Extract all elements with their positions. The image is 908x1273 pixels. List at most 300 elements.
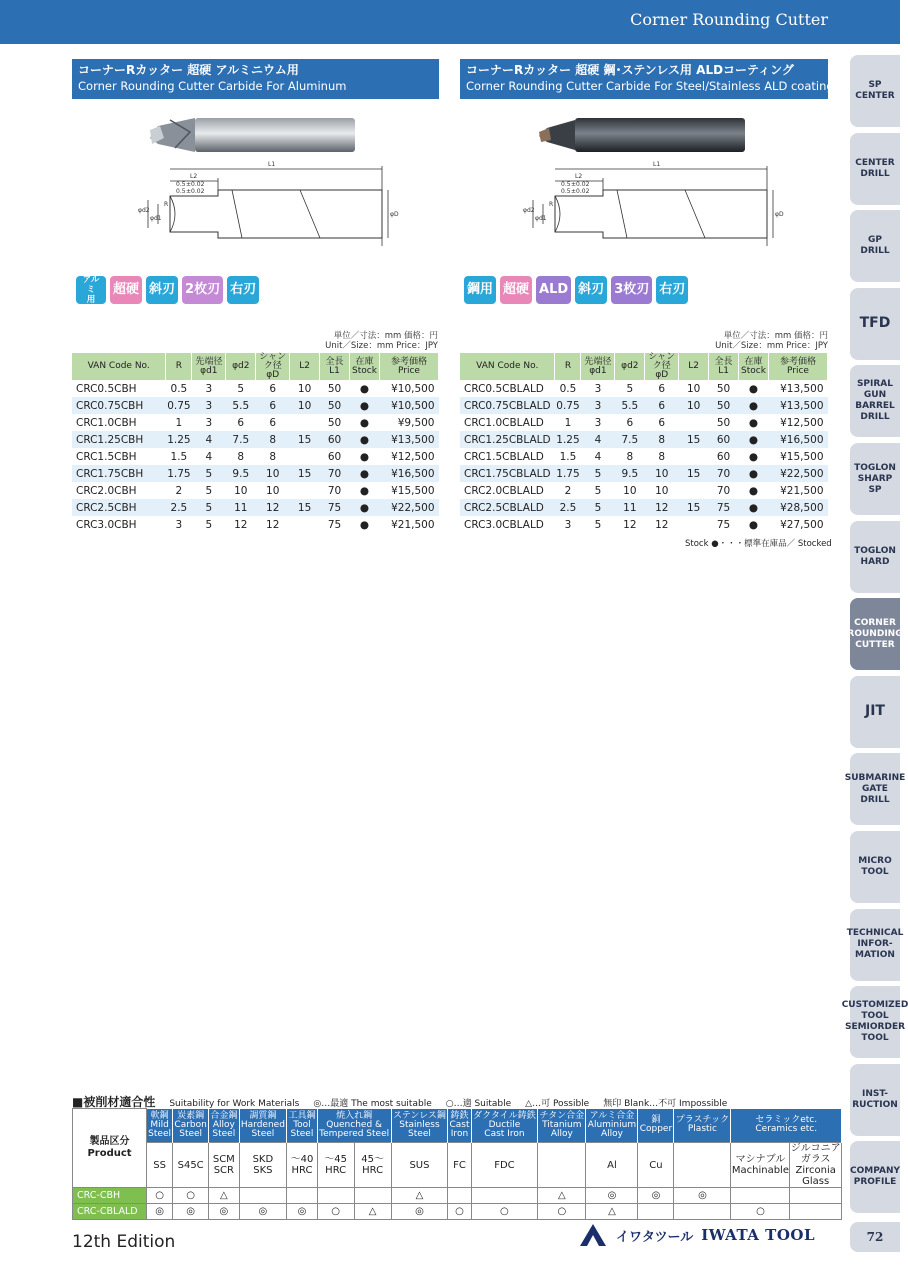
van-code: CRC1.0CBLALD <box>464 416 544 429</box>
van-code: CRC1.25CBLALD <box>460 431 555 448</box>
material-category: チタン合金 Titanium Alloy <box>538 1109 586 1143</box>
spec-cell: 6 <box>658 416 666 429</box>
feature-badge: 鋼用 <box>464 276 496 304</box>
right-spec-table <box>460 353 828 533</box>
sidebar-tab[interactable] <box>850 1064 900 1136</box>
spec-cell: 10 <box>686 382 701 395</box>
left-title-jp: コーナーRカッター 超硬 アルミニウム用 <box>78 63 299 77</box>
sidebar-tab[interactable] <box>850 443 900 515</box>
price-cell: ¥15,500 <box>780 450 824 463</box>
column-header <box>290 353 320 380</box>
material-category: ステンレス鋼 Stainless Steel <box>391 1109 448 1143</box>
column-header <box>739 353 769 380</box>
left-label-l1: L1 <box>268 161 276 168</box>
sidebar-tab-label: SPIRAL GUN BARREL DRILL <box>855 379 895 423</box>
spec-cell <box>290 448 320 465</box>
spec-cell: 9.5 <box>226 465 256 482</box>
spec-cell: 1.5 <box>170 450 188 463</box>
column-header-en: Price <box>398 365 420 376</box>
spec-cell: 4 <box>581 431 615 448</box>
column-header-en: φD <box>266 370 280 380</box>
spec-cell: 50 <box>327 382 342 395</box>
material-grade: SS <box>147 1143 173 1188</box>
column-header-en: φd1 <box>200 365 218 376</box>
spec-cell: 5 <box>594 518 602 531</box>
suitability-mark: ◎ <box>391 1204 448 1220</box>
table-row <box>460 482 828 499</box>
material-category: プラスチック Plastic <box>674 1109 731 1143</box>
sidebar-tab[interactable] <box>850 676 900 748</box>
spec-cell: 1 <box>564 416 572 429</box>
spec-cell: ● <box>359 484 370 497</box>
spec-cell: 3 <box>594 382 602 395</box>
column-header-en: VAN Code No. <box>476 361 539 371</box>
spec-cell: ● <box>739 431 769 448</box>
van-code: CRC1.5CBLALD <box>464 450 544 463</box>
spec-cell: 6 <box>626 416 634 429</box>
column-header <box>379 353 438 380</box>
spec-cell: 6 <box>237 416 245 429</box>
column-header <box>256 353 290 380</box>
table-row <box>460 414 828 431</box>
sidebar-tab-label: TOGLON HARD <box>854 545 896 567</box>
spec-cell: 15 <box>290 499 320 516</box>
right-title-jp: コーナーRカッター 超硬 鋼･ステンレス用 ALDコーティング <box>466 63 794 77</box>
suitability-mark <box>790 1204 842 1220</box>
table-row <box>460 380 828 397</box>
right-label-d: φD <box>775 211 784 218</box>
spec-cell: 10 <box>297 382 312 395</box>
suitability-mark: ◎ <box>674 1188 731 1204</box>
left-label-d2: φd2 <box>138 207 150 214</box>
table-row <box>460 397 828 414</box>
material-category: 調質鋼 Hardened Steel <box>239 1109 287 1143</box>
spec-cell: ● <box>748 416 759 429</box>
suitability-mark: △ <box>538 1188 586 1204</box>
van-code: CRC1.5CBH <box>76 450 137 463</box>
spec-cell: 1.75 <box>166 465 192 482</box>
material-grade: Al <box>586 1143 638 1188</box>
material-category: アルミ合金 Aluminium Alloy <box>586 1109 638 1143</box>
sidebar-tab-label: SUBMARINE GATE DRILL <box>844 772 906 805</box>
right-unit <box>670 331 828 351</box>
material-category: 銅 Copper <box>638 1109 674 1143</box>
spec-cell: 10 <box>623 484 637 497</box>
spec-cell: 6 <box>645 397 679 414</box>
spec-cell: 75 <box>709 499 739 516</box>
suitability-mark <box>674 1204 731 1220</box>
spec-cell: 12 <box>623 518 637 531</box>
left-unit-jp: 単位／寸法：mm 価格：円 <box>333 331 438 341</box>
van-code: CRC1.75CBH <box>72 465 166 482</box>
spec-cell: ● <box>739 499 769 516</box>
spec-cell: 10 <box>645 465 679 482</box>
material-grade: ジルコニア ガラス Zirconia Glass <box>790 1143 841 1187</box>
van-code: CRC3.0CBH <box>76 518 137 531</box>
left-label-dim-b: 0.5 <box>176 188 186 195</box>
suitability-mark: ◎ <box>638 1188 674 1204</box>
spec-cell: 75 <box>716 518 731 531</box>
column-header <box>166 353 192 380</box>
right-label-d1: φd1 <box>535 215 547 222</box>
price-cell: ¥15,500 <box>391 484 435 497</box>
sidebar-tab[interactable] <box>850 288 900 360</box>
feature-badge: 斜刃 <box>146 276 178 304</box>
right-label-r: R <box>549 201 554 208</box>
right-label-tol-a: ±0.02 <box>571 181 590 188</box>
legend-best: ◎…最適 The most suitable <box>313 1099 432 1109</box>
column-header <box>320 353 350 380</box>
left-unit <box>280 331 438 351</box>
sidebar-tab-label: TFD <box>859 315 891 332</box>
iwata-mountain-icon <box>578 1222 608 1248</box>
spec-cell: 60 <box>709 431 739 448</box>
material-grade: S45C <box>173 1143 209 1188</box>
spec-cell: 50 <box>709 397 739 414</box>
material-grade: ～40 HRC <box>287 1143 317 1188</box>
right-label-tol-b: ±0.02 <box>571 188 590 195</box>
sidebar-tab[interactable] <box>850 210 900 282</box>
column-header <box>350 353 380 380</box>
left-badges <box>76 276 259 304</box>
suitability-mark: △ <box>209 1188 239 1204</box>
column-header-en: φd1 <box>589 365 607 376</box>
column-header-en: VAN Code No. <box>87 361 150 371</box>
spec-cell: 50 <box>716 416 731 429</box>
suitability-mark <box>638 1204 674 1220</box>
van-code: CRC0.5CBLALD <box>464 382 544 395</box>
spec-cell: 0.5 <box>170 382 188 395</box>
price-cell: ¥21,500 <box>391 518 435 531</box>
legend-ok: ○…適 Suitable <box>445 1099 512 1109</box>
van-code: CRC2.0CBLALD <box>464 484 544 497</box>
suitability-mark <box>317 1188 354 1204</box>
column-header <box>615 353 645 380</box>
column-header <box>226 353 256 380</box>
column-header-jp: シャンク径 <box>648 352 676 371</box>
spec-cell <box>290 414 320 431</box>
spec-cell: 3 <box>564 518 572 531</box>
suitability-mark <box>448 1188 471 1204</box>
suitability-mark: ○ <box>317 1204 354 1220</box>
spec-cell <box>679 448 709 465</box>
grade-row <box>73 1143 842 1188</box>
spec-cell: ● <box>350 397 380 414</box>
spec-cell: 12 <box>234 518 248 531</box>
spec-cell: 12 <box>266 518 280 531</box>
suitability-title-en: Suitability for Work Materials <box>169 1099 300 1109</box>
product-code: CRC-CBLALD <box>73 1204 147 1220</box>
brand-name: IWATA TOOL <box>701 1226 815 1244</box>
column-header <box>769 353 828 380</box>
right-technical-drawing <box>533 166 773 246</box>
left-panel-title <box>72 59 439 99</box>
spec-cell: 50 <box>716 382 731 395</box>
material-grade: FC <box>448 1143 471 1188</box>
spec-cell: 10 <box>266 484 280 497</box>
spec-cell: ● <box>359 450 370 463</box>
spec-cell: 6 <box>269 382 277 395</box>
left-technical-drawing <box>148 166 388 246</box>
material-grade: SCM SCR <box>209 1143 239 1188</box>
spec-cell: 1.25 <box>555 431 581 448</box>
spec-cell: 3 <box>594 416 602 429</box>
right-label-dim-b: 0.5 <box>561 188 571 195</box>
price-cell: ¥13,500 <box>780 382 824 395</box>
sidebar-tab-label: TECHNICAL INFOR- MATION <box>846 928 904 961</box>
suitability-table <box>72 1108 842 1220</box>
suitability-mark <box>790 1188 842 1204</box>
feature-badge: 右刃 <box>227 276 259 304</box>
spec-cell: 5 <box>581 499 615 516</box>
spec-cell: 3 <box>175 518 183 531</box>
material-grade: FDC <box>471 1143 538 1188</box>
spec-cell: 5 <box>192 465 226 482</box>
right-title-en: Corner Rounding Cutter Carbide For Steel/Stainless ALD coating <box>466 79 834 93</box>
feature-badge: 3枚刃 <box>611 276 652 304</box>
spec-cell: 5 <box>237 382 245 395</box>
left-label-d1: φd1 <box>150 215 162 222</box>
spec-cell: 15 <box>679 499 709 516</box>
price-cell: ¥10,500 <box>391 382 435 395</box>
table-row <box>72 499 439 516</box>
spec-cell: 12 <box>256 499 290 516</box>
left-label-l2: L2 <box>190 173 198 180</box>
spec-cell: ● <box>748 484 759 497</box>
column-header-jp: 全長 <box>714 356 733 367</box>
spec-cell: 2.5 <box>166 499 192 516</box>
sidebar-tab[interactable] <box>850 365 900 437</box>
product-code: CRC-CBH <box>73 1188 147 1204</box>
spec-cell: 7.5 <box>226 431 256 448</box>
column-header <box>581 353 615 380</box>
sidebar-tab-label: COMPANY PROFILE <box>850 1166 900 1188</box>
right-tool-photo <box>539 118 745 152</box>
sidebar-tab[interactable] <box>846 909 904 981</box>
right-label-d2: φd2 <box>523 207 535 214</box>
spec-cell: ● <box>748 518 759 531</box>
right-label-l2: L2 <box>575 173 583 180</box>
sidebar-tab-label: JIT <box>865 703 885 720</box>
spec-cell: ● <box>748 382 759 395</box>
price-cell: ¥28,500 <box>769 499 828 516</box>
material-category: 焼入れ鋼 Quenched & Tempered Steel <box>317 1109 391 1143</box>
suitability-mark <box>731 1188 790 1204</box>
suitability-mark <box>239 1188 287 1204</box>
spec-cell: 10 <box>234 484 248 497</box>
price-cell: ¥27,500 <box>780 518 824 531</box>
feature-badge: 斜刃 <box>575 276 607 304</box>
column-header-en: L2 <box>299 361 310 371</box>
column-header-en: φd2 <box>621 361 639 371</box>
spec-cell: 12 <box>655 518 669 531</box>
spec-cell: ● <box>748 450 759 463</box>
suitability-mark: ○ <box>731 1204 790 1220</box>
sidebar-tab[interactable] <box>850 55 900 127</box>
spec-cell: 60 <box>320 431 350 448</box>
material-category: 軟鋼 Mild Steel <box>147 1109 173 1143</box>
van-code: CRC0.75CBH <box>72 397 166 414</box>
left-label-tol-a: ±0.02 <box>186 181 205 188</box>
spec-cell: 7.5 <box>615 431 645 448</box>
column-header-jp: 参考価格 <box>390 356 427 367</box>
edition-label: 12th Edition <box>72 1232 176 1252</box>
stock-legend: Stock ●・・・標準在庫品／ Stocked <box>685 539 832 549</box>
spec-cell: 8 <box>256 431 290 448</box>
left-title-en: Corner Rounding Cutter Carbide For Aluminum <box>78 79 347 93</box>
suitability-mark: ◎ <box>209 1204 239 1220</box>
spec-cell: 2 <box>175 484 183 497</box>
spec-cell: 3 <box>192 397 226 414</box>
spec-cell: 8 <box>645 431 679 448</box>
spec-cell: 70 <box>327 484 342 497</box>
price-cell: ¥16,500 <box>769 431 828 448</box>
spec-cell: ● <box>359 416 370 429</box>
column-header-en: Stock <box>352 365 377 376</box>
table-row <box>72 516 439 533</box>
spec-cell: 8 <box>237 450 245 463</box>
suitability-mark: △ <box>391 1188 448 1204</box>
suitability-mark: ○ <box>173 1188 209 1204</box>
material-category: 工具鋼 Tool Steel <box>287 1109 317 1143</box>
material-grade: マシナブル Machinable <box>731 1143 790 1188</box>
spec-cell: 5 <box>626 382 634 395</box>
column-header-jp: シャンク径 <box>259 352 287 371</box>
spec-cell <box>290 482 320 499</box>
spec-cell: 15 <box>679 431 709 448</box>
suitability-mark: ○ <box>471 1204 538 1220</box>
spec-cell: 5 <box>205 518 213 531</box>
spec-cell: 15 <box>679 465 709 482</box>
material-grade <box>538 1143 586 1188</box>
van-code: CRC1.25CBH <box>72 431 166 448</box>
suitability-row <box>73 1204 842 1220</box>
feature-badge: 2枚刃 <box>182 276 223 304</box>
van-code: CRC1.75CBLALD <box>460 465 555 482</box>
sidebar-tab-label: CUSTOMIZED TOOL SEMIORDER TOOL <box>841 1000 908 1044</box>
spec-cell: 10 <box>256 465 290 482</box>
table-row <box>72 482 439 499</box>
material-grade: SKD SKS <box>239 1143 287 1188</box>
price-cell: ¥9,500 <box>397 416 435 429</box>
left-tool-illustration <box>120 104 450 254</box>
spec-cell: 10 <box>290 397 320 414</box>
spec-cell: 1.75 <box>555 465 581 482</box>
price-cell: ¥21,500 <box>780 484 824 497</box>
spec-cell: ● <box>359 518 370 531</box>
spec-cell: 1 <box>175 416 183 429</box>
spec-cell: 15 <box>290 465 320 482</box>
spec-cell: 3 <box>205 382 213 395</box>
material-category: ダクタイル鋳鉄 Ductile Cast Iron <box>471 1109 538 1143</box>
suitability-mark <box>354 1188 391 1204</box>
spec-cell: ● <box>350 499 380 516</box>
price-cell: ¥22,500 <box>769 465 828 482</box>
suitability-mark: △ <box>586 1204 638 1220</box>
van-code: CRC2.5CBH <box>72 499 166 516</box>
sidebar-tab-label: GP DRILL <box>860 235 890 257</box>
suitability-mark: ◎ <box>147 1204 173 1220</box>
sidebar-tab[interactable] <box>850 521 900 593</box>
left-label-d: φD <box>390 211 399 218</box>
price-cell: ¥22,500 <box>379 499 438 516</box>
table-row <box>72 397 439 414</box>
spec-cell: 6 <box>658 382 666 395</box>
spec-cell: 5 <box>581 465 615 482</box>
table-row <box>72 414 439 431</box>
column-header-en: R <box>564 361 572 371</box>
suitability-row <box>73 1188 842 1204</box>
column-header-jp: 参考価格 <box>779 356 816 367</box>
van-code: CRC3.0CBLALD <box>464 518 544 531</box>
spec-cell: 4 <box>205 450 213 463</box>
spec-cell <box>290 516 320 533</box>
spec-cell: 4 <box>594 450 602 463</box>
spec-cell: 10 <box>655 484 669 497</box>
sidebar-tab[interactable] <box>847 598 903 670</box>
brand-kana: イワタツール <box>616 1229 694 1245</box>
spec-cell: 60 <box>327 450 342 463</box>
sidebar-tab[interactable] <box>850 133 900 205</box>
page-title: Corner Rounding Cutter <box>630 10 828 29</box>
suitability-mark: ◎ <box>173 1204 209 1220</box>
column-header <box>192 353 226 380</box>
price-cell: ¥12,500 <box>391 450 435 463</box>
spec-cell: 5.5 <box>226 397 256 414</box>
spec-cell: 0.75 <box>166 397 192 414</box>
spec-cell <box>679 482 709 499</box>
spec-cell: 15 <box>290 431 320 448</box>
column-header-jp: 先端径 <box>195 356 223 367</box>
sidebar-tab[interactable] <box>850 1141 900 1213</box>
sidebar-tab[interactable] <box>850 831 900 903</box>
price-cell: ¥13,500 <box>379 431 438 448</box>
suitability-mark: ○ <box>448 1204 471 1220</box>
spec-cell: 8 <box>269 450 277 463</box>
column-header-jp: 全長 <box>325 356 344 367</box>
spec-cell: ● <box>739 465 769 482</box>
price-cell: ¥16,500 <box>379 465 438 482</box>
column-header-en: Price <box>787 365 809 376</box>
spec-cell: 75 <box>320 499 350 516</box>
column-header-jp: 先端径 <box>584 356 612 367</box>
legend-possible: △…可 Possible <box>525 1099 590 1109</box>
price-cell: ¥13,500 <box>769 397 828 414</box>
spec-cell: 4 <box>192 431 226 448</box>
table-row <box>460 448 828 465</box>
spec-cell: 5.5 <box>615 397 645 414</box>
material-category: 鋳鉄 Cast Iron <box>448 1109 471 1143</box>
column-header-en: L1 <box>329 365 340 376</box>
spec-cell: ● <box>350 431 380 448</box>
table-row <box>72 465 439 482</box>
spec-cell: 8 <box>658 450 666 463</box>
spec-cell <box>679 516 709 533</box>
right-tool-illustration <box>505 104 835 254</box>
right-unit-jp: 単位／寸法：mm 価格：円 <box>723 331 828 341</box>
table-row <box>460 431 828 448</box>
column-header <box>709 353 739 380</box>
feature-badge: アルミ 用 <box>76 276 106 304</box>
feature-badge: 右刃 <box>656 276 688 304</box>
price-cell: ¥12,500 <box>780 416 824 429</box>
sidebar-tab[interactable] <box>841 986 908 1058</box>
van-code: CRC2.5CBLALD <box>460 499 555 516</box>
material-grade: ～45 HRC <box>317 1143 354 1188</box>
feature-badge: 超硬 <box>500 276 532 304</box>
material-category: 合金鋼 Alloy Steel <box>209 1109 239 1143</box>
sidebar-tab[interactable] <box>844 753 906 825</box>
